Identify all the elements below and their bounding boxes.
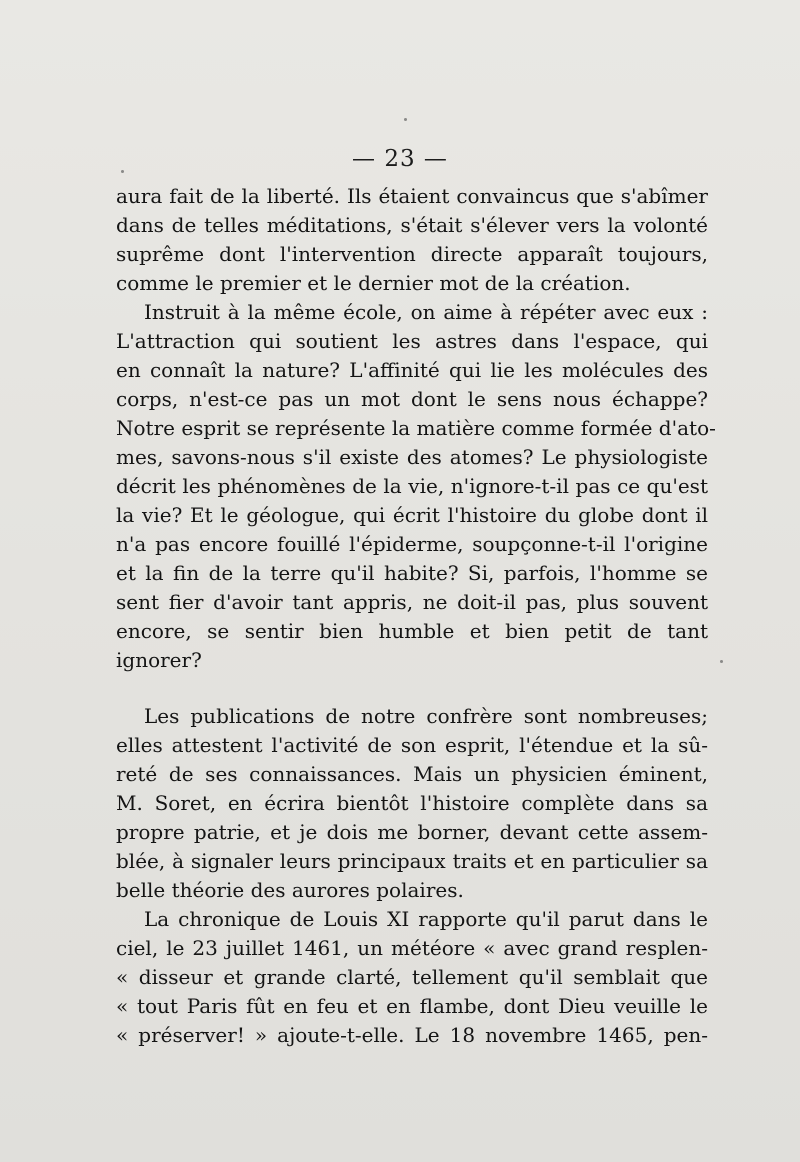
text-line: elles attestent l'activité de son esprit, l'étendue et la sû-: [116, 733, 708, 757]
text-line: et la fin de la terre qu'il habite? Si, parfois, l'homme se: [116, 561, 708, 585]
text-line: propre patrie, et je dois me borner, devant cette assem-: [116, 820, 708, 844]
body-text: [116, 182, 716, 1050]
text-line: M. Soret, en écrira bientôt l'histoire complète dans sa: [116, 791, 708, 815]
text-line: « disseur et grande clarté, tellement qu'il semblait que: [116, 965, 708, 989]
paragraph-gap: [116, 675, 708, 702]
text-line: la vie? Et le géologue, qui écrit l'histoire du globe dont il: [116, 503, 708, 527]
text-line: corps, n'est-ce pas un mot dont le sens nous échappe?: [116, 387, 708, 411]
text-line: ignorer?: [116, 648, 202, 672]
page-number: — 23 —: [352, 146, 448, 172]
text-line: « tout Paris fût en feu et en flambe, dont Dieu veuille le: [116, 994, 708, 1018]
paragraph: [116, 298, 716, 675]
text-line: dans de telles méditations, s'était s'élever vers la volonté: [116, 213, 708, 237]
paragraph: [116, 182, 708, 298]
text-line: comme le premier et le dernier mot de la création.: [116, 271, 631, 295]
text-line: n'a pas encore fouillé l'épiderme, soupçonne-t-il l'origine: [116, 532, 708, 556]
text-line: décrit les phénomènes de la vie, n'ignore-t-il pas ce qu'est: [116, 474, 708, 498]
text-line: ciel, le 23 juillet 1461, un météore « avec grand resplen-: [116, 936, 708, 960]
paragraph: [116, 905, 708, 1050]
text-line: belle théorie des aurores polaires.: [116, 878, 464, 902]
paper-speck: [720, 660, 723, 663]
text-line: reté de ses connaissances. Mais un physicien éminent,: [116, 762, 708, 786]
text-line: aura fait de la liberté. Ils étaient convaincus que s'abîmer: [116, 184, 708, 208]
text-line: Les publications de notre confrère sont nombreuses;: [144, 704, 708, 728]
text-line: suprême dont l'intervention directe apparaît toujours,: [116, 242, 708, 266]
text-line: L'attraction qui soutient les astres dans l'espace, qui: [116, 329, 708, 353]
text-line: « préserver! » ajoute-t-elle. Le 18 novembre 1465, pen-: [116, 1023, 708, 1047]
paper-speck: [404, 118, 407, 121]
text-line: mes, savons-nous s'il existe des atomes? Le physiologiste: [116, 445, 708, 469]
text-line: sent fier d'avoir tant appris, ne doit-il pas, plus souvent: [116, 590, 708, 614]
text-line: blée, à signaler leurs principaux traits et en particulier sa: [116, 849, 708, 873]
text-line: La chronique de Louis XI rapporte qu'il parut dans le: [144, 907, 708, 931]
text-line: Notre esprit se représente la matière comme formée d'ato-: [116, 416, 716, 440]
text-line: encore, se sentir bien humble et bien petit de tant: [116, 619, 708, 643]
paragraph: [116, 702, 708, 905]
text-line: Instruit à la même école, on aime à répéter avec eux :: [144, 300, 708, 324]
text-line: en connaît la nature? L'affinité qui lie les molécules des: [116, 358, 708, 382]
